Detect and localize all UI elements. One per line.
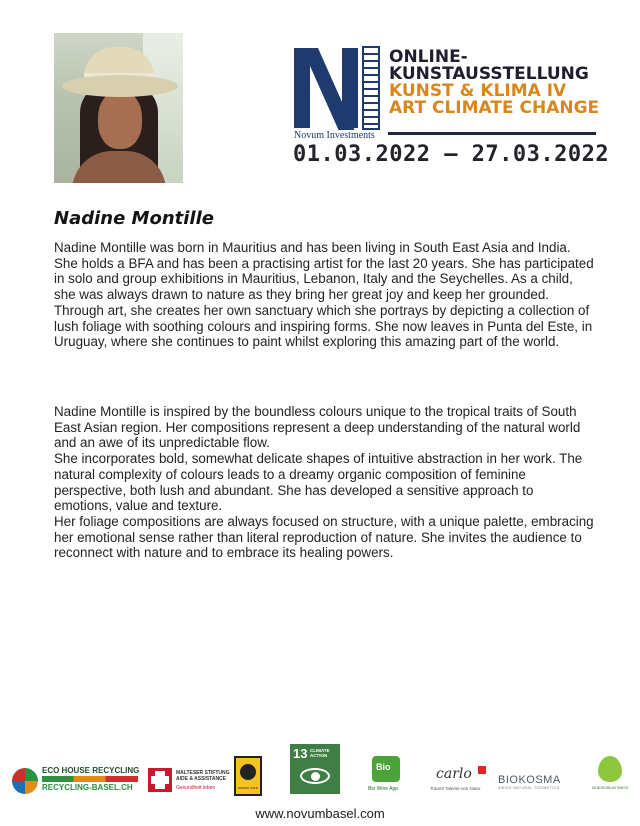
bio-paragraph-2-line-2: She incorporates bold, somewhat delicate shapes of intuitive abstraction in her work. The natural complexity of colours leads to a dreamy organic composition of feminine perspective, both lush and abundant. She has developed a sensitive approach to emotions, value and texture.: [54, 451, 583, 514]
malteser-line-2: AIDE & ASSISTANCE: [176, 776, 227, 782]
bio-wine-logo[interactable]: [368, 756, 408, 798]
bio-paragraph-1-text: Nadine Montille was born in Mauritius and has been living in South East Asia and India. She holds a BFA and has been a practising artist for the last 20 years. She has participated in solo and group exhibitions in Mauritius, Lebanon, Italy and the Seychelles. As a child, she was always drawn to nature as they bring her great joy and keep her grounded. Through art, she creates her own sanctuary which she portrays by depicting a collection of lush foliage with soothing colours and inspiring forms. She now leaves in Punta del Este, in Uruguay, where she continues to paint whilst exploring this amazing part of the world.: [54, 240, 594, 350]
subtitle-line-1: KUNST & KLIMA IV: [389, 81, 567, 101]
bio-badge-text: Bio: [376, 762, 391, 772]
bio-paragraph-2: [54, 404, 594, 561]
leaf-logo[interactable]: [588, 756, 632, 796]
leaf-icon: [598, 756, 622, 782]
exhibition-dates: 01.03.2022 – 27.03.2022: [293, 142, 610, 167]
biokosma-logo[interactable]: [498, 774, 578, 794]
globe-eye-icon: [300, 768, 330, 784]
sdg-label: CLIMATE ACTION: [310, 748, 330, 758]
carlo-logo[interactable]: [430, 764, 490, 798]
sphinx-label: SPHINX CAFE: [237, 786, 258, 790]
header-rule: [388, 132, 596, 135]
biokosma-tagline: SWISS NATURAL COSMETICS: [498, 786, 560, 790]
eco-house-url: RECYCLING-BASEL.CH: [42, 783, 133, 792]
carlo-name: carlo: [436, 766, 472, 782]
eco-house-logo[interactable]: [12, 766, 140, 796]
malteser-line-1: MALTESER STIFTUNG: [176, 770, 230, 776]
malteser-title: [176, 770, 230, 782]
logo-tower-icon: [362, 46, 380, 130]
sphinx-logo[interactable]: [234, 756, 262, 796]
sphinx-icon: [240, 764, 256, 780]
artist-name: Nadine Montille: [54, 208, 214, 229]
leaf-label: DENDROBIUM SWISS: [591, 786, 629, 790]
bio-badge-icon: [372, 756, 400, 782]
sponsor-logos: [12, 744, 632, 804]
novum-logo: [294, 46, 384, 141]
swiss-flag-icon: [478, 766, 486, 774]
logo-n-right: [342, 48, 358, 128]
portrait-hat-brim: [62, 75, 178, 97]
recycling-icon: [12, 768, 38, 794]
artist-portrait: [54, 33, 183, 183]
malteser-tagline: Gesundheit leben: [176, 785, 216, 791]
sdg-climate-action-logo[interactable]: [290, 744, 340, 794]
eco-house-title: ECO HOUSE RECYCLING: [42, 766, 140, 775]
biokosma-name: BIOKOSMA: [498, 774, 561, 786]
bio-wine-label: Bio Wine App: [368, 786, 399, 792]
bio-paragraph-2-line-3: Her foliage compositions are always focused on structure, with a unique palette, embracing her emotional sense rather than literal reproduction of nature. She invites the audience to reconnect with nature and to embrace its healing powers.: [54, 513, 594, 561]
bio-paragraph-1: [54, 240, 594, 350]
bio-paragraph-2-line-1: Nadine Montille is inspired by the boundless colours unique to the tropical traits of South East Asian region. Her compositions represent a deep understanding of the natural world and an awe of its unpredictable flow.: [54, 404, 581, 451]
logo-company-name: Novum Investments: [294, 130, 375, 141]
title-line-1: ONLINE-: [389, 47, 468, 67]
maltese-cross-icon: [148, 768, 172, 792]
malteser-logo[interactable]: [148, 766, 228, 796]
website-link[interactable]: www.novumbasel.com: [255, 806, 385, 821]
portrait-face: [98, 91, 142, 149]
title-line-2: KUNSTAUSSTELLUNG: [389, 64, 589, 84]
carlo-tagline: Traumt Talente von Natur: [430, 786, 481, 791]
sdg-number: 13: [293, 746, 308, 761]
subtitle-line-2: ART CLIMATE CHANGE: [389, 98, 600, 118]
eco-house-strip: [42, 776, 138, 782]
exhibition-title: [389, 49, 599, 117]
